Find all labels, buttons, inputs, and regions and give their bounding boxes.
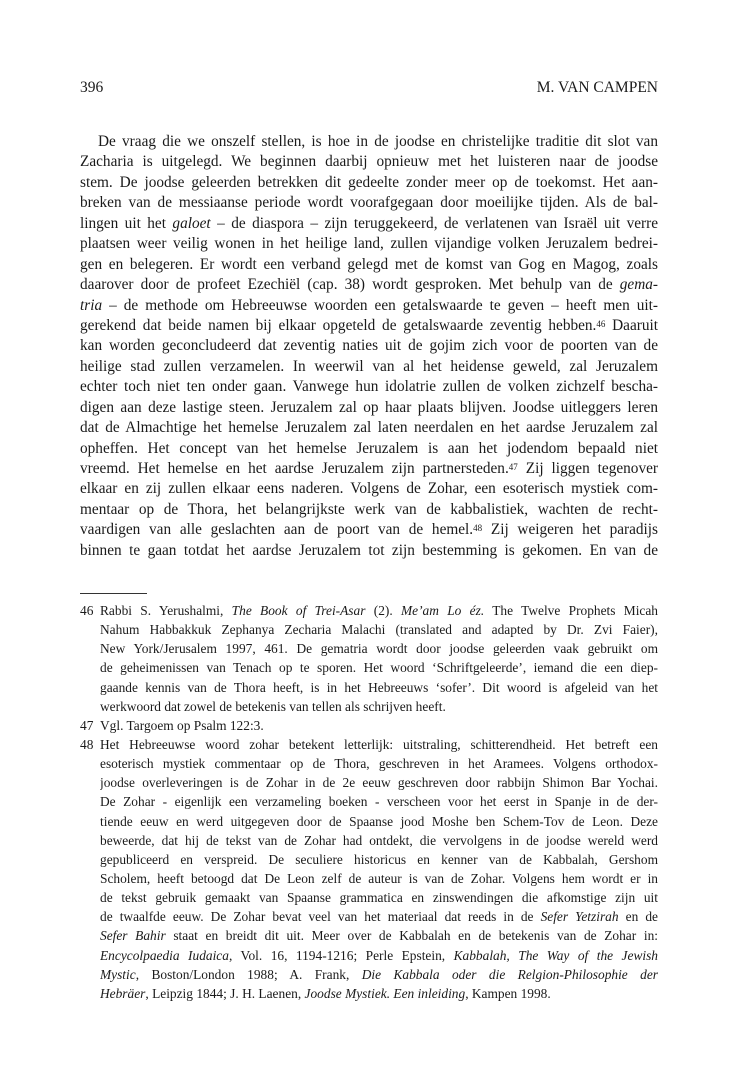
footnote-line	[100, 965, 658, 984]
body-line	[80, 418, 658, 438]
body-line	[80, 193, 658, 213]
text-run: De vraag die we onszelf stellen, is hoe in de joodse en christelijke traditie dit slot van	[98, 133, 658, 150]
body-line	[80, 459, 658, 479]
body-line	[80, 214, 658, 234]
text-run: opheffen. Het concept van het hemelse Jeruzalem is aan het jodendom bepaald niet	[80, 439, 658, 457]
footnote-number: 47	[80, 717, 94, 733]
text-run: Zij weigeren het paradijs	[482, 521, 658, 539]
body-line	[80, 520, 658, 540]
footnote-line	[100, 620, 658, 639]
text-run: heilige stad zullen verzamelen. In weerwil van al het heidense geweld, zal Jeruzalem	[80, 357, 658, 375]
body-line	[80, 398, 658, 418]
footnote-reference[interactable]: 48	[473, 523, 483, 534]
footnote-reference[interactable]: 47	[508, 462, 518, 472]
footnote-line	[100, 831, 658, 850]
footnotes	[80, 601, 658, 1003]
text-run: staat en breidt dit uit. Meer over de Kabbalah en de betekenis van de Zohar in:	[165, 928, 658, 944]
text-run: Zacharia is uitgelegd. We beginnen daarbij opnieuw met het luisteren naar de joodse	[80, 153, 658, 171]
text-run: plaatsen weer veilig wonen in het heilige land, zullen vijandige volken Jeruzalem bedrei-	[80, 235, 658, 253]
text-run: breken van de messiaanse periode wordt voorafgegaan door moeilijke tijden. Als de bal-	[80, 194, 658, 212]
text-run: New York/Jerusalem 1997, 461. De gematria wordt door joodse geleerden vaak gebruikt om	[100, 641, 658, 657]
footnote-line	[100, 946, 658, 965]
text-run: Het Hebreeuwse woord zohar betekent letterlijk: uitstraling, schitterendheid. Het betreft een	[100, 736, 658, 752]
body-line	[80, 541, 658, 561]
body-line	[80, 152, 658, 172]
text-run: elkaar en zij zullen elkaar eens naderen. Volgens de Zohar, een esoterisch mystiek com-	[80, 480, 658, 498]
text-run: , Vol. 16, 1194-1216; Perle Epstein,	[228, 947, 454, 963]
footnote-line	[100, 984, 658, 1003]
text-run: de tekst gebruik gemaakt van Spaanse grammatica en zinswendingen die afkomstige zijn uit	[100, 890, 658, 906]
text-run: stem. De joodse geleerden betrekken dit gedeelte zonder meer op de toekomst. Het aan-	[80, 173, 658, 191]
italic-text: Joodse Mystiek. Een inleiding	[304, 985, 466, 1001]
text-run: esoterisch mystiek commentaar op de Thora, geschreven in het Aramees. Volgens orthodox-	[100, 756, 658, 772]
body-line	[80, 357, 658, 377]
text-run: Nahum Habbakkuk Zephanya Zecharia Malachi (translated and adapted by Dr. Zvi Faier),	[100, 622, 658, 638]
text-run: gen en belegeren. Er wordt een verband gelegd met de komst van Gog en Magog, zoals	[80, 255, 658, 273]
text-run: de geheimenissen van Tenach op te sporen. Het woord ‘Schriftgeleerde’, iemand die een diep-	[100, 660, 658, 676]
text-run: vreemd. Het hemelse en het aardse Jeruzalem zijn partnersteden.	[80, 460, 509, 477]
text-run: joodse overleveringen is de Zohar in de 2e eeuw geschreven door rabbijn Shimon Bar Yochai.	[100, 775, 658, 791]
footnote-line	[100, 850, 658, 869]
body-line	[80, 275, 658, 295]
text-run: mentaar op de Thora, het belangrijkste werk van de kabbalistiek, wachten de recht-	[80, 500, 658, 518]
text-run: lingen uit het	[80, 214, 173, 232]
italic-text: Kabbalah, The Way of the Jewish	[453, 947, 658, 963]
footnote-line	[100, 869, 658, 888]
body-line	[80, 173, 658, 193]
body-line	[80, 234, 658, 254]
text-run: Vgl. Targoem op Psalm 122:3.	[100, 717, 264, 733]
italic-text: The Book of Trei-Asar	[231, 603, 366, 618]
footnote-separator	[80, 593, 147, 594]
text-run: gerekend dat beide namen bij elkaar opgeteld de getalswaarde zeventig hebben.	[80, 316, 597, 334]
body-line	[80, 316, 658, 336]
footnote-line	[100, 754, 658, 773]
italic-text: Sefer Yetzirah	[540, 909, 619, 925]
running-head: M. VAN CAMPEN	[536, 79, 658, 96]
text-run: Daaruit	[605, 316, 658, 334]
text-run: – de diaspora – zijn teruggekeerd, de verlatenen van Israël uit verre	[210, 214, 658, 232]
body-line	[80, 255, 658, 275]
text-run: digen aan deze lastige steen. Jeruzalem zal op haar plaats blijven. Joodse uitleggers leren	[80, 398, 658, 416]
footnote	[80, 716, 658, 735]
text-run: , Boston/London 1988; A. Frank,	[135, 966, 362, 982]
text-run: Rabbi S. Yerushalmi,	[100, 603, 232, 618]
text-run: kan worden geconcludeerd dat zeventig naties uit de gojim zich voor de poorten van de	[80, 337, 658, 355]
footnote-line	[100, 812, 658, 831]
footnote-line	[100, 716, 658, 735]
italic-text: Me’am Lo éz.	[401, 603, 485, 618]
body-line	[80, 336, 658, 356]
text-run: The Twelve Prophets Micah	[484, 603, 658, 618]
footnote-number: 48	[80, 736, 94, 752]
page-number: 396	[80, 79, 104, 96]
footnote-line	[100, 678, 658, 697]
italic-text: Mystic	[100, 966, 136, 982]
body-line	[80, 132, 658, 152]
footnote-reference[interactable]: 46	[596, 318, 606, 329]
text-run: daarover door de profeet Ezechiël (cap. 38) wordt gesproken. Met behulp van de	[80, 276, 620, 294]
footnote-number: 46	[80, 603, 94, 618]
footnote-line	[100, 888, 658, 907]
text-run: , Kampen 1998.	[465, 985, 551, 1001]
italic-text: tria	[80, 296, 103, 314]
italic-text: galoet	[172, 214, 211, 232]
text-run: werkwoord dat zowel de betekenis van tellen als schrijven heeft.	[100, 698, 446, 714]
text-run: vaardigen van alle geslachten aan de poort van de hemel.	[80, 521, 474, 539]
footnote-line	[100, 926, 658, 945]
footnote-line	[100, 697, 658, 716]
italic-text: Hebräer	[100, 985, 146, 1001]
text-run: dat de Almachtige het hemelse Jeruzalem zal laten neerdalen en het aardse Jeruzalem zal	[80, 419, 658, 437]
footnote	[80, 601, 658, 716]
footnote-line	[100, 658, 658, 677]
footnote-line	[100, 907, 658, 926]
body-line	[80, 439, 658, 459]
text-run: De Zohar - eigenlijk een verzameling boeken - verscheen voor het eerst in Spanje in de der-	[100, 794, 658, 810]
body-line	[80, 479, 658, 499]
text-run: beweerde, dat hij de tekst van de Zohar had ontdekt, die vervolgens in de joodse wereld werd	[100, 832, 658, 848]
text-run: de twaalfde eeuw. De Zohar bevat veel van het materiaal dat reeds in de	[100, 909, 541, 925]
text-run: en de	[618, 909, 658, 925]
text-run: binnen te gaan totdat het aardse Jeruzalem tot zijn bestemming is gekomen. En van de	[80, 541, 658, 559]
italic-text: Sefer Bahir	[100, 928, 166, 944]
text-run: gepubliceerd en verspreid. De seculiere historicus en kenner van de Kabbalah, Gershom	[100, 851, 658, 867]
text-run: tiende eeuw en werd uitgegeven door de Spaanse jood Moshe ben Schem-Tov de Leon. Deze	[100, 813, 658, 829]
text-run: Scholem, heeft betoogd dat De Leon zelf de auteur is van de Zohar. Volgens hem wordt er in	[100, 870, 658, 886]
footnote	[80, 735, 658, 1003]
body-line	[80, 500, 658, 520]
text-run: – de methode om Hebreeuwse woorden een getalswaarde te geven – heeft men uit-	[102, 296, 658, 314]
italic-text: Encycolpaedia Iudaica	[100, 947, 229, 963]
footnote-line	[100, 601, 658, 620]
footnote-line	[100, 639, 658, 658]
footnote-line	[100, 792, 658, 811]
text-run: gaande kennis van de Thora heeft, is in het Hebreeuws ‘sofer’. Dit woord is afgeleid van het	[100, 679, 658, 695]
text-run: , Leipzig 1844; J. H. Laenen,	[145, 985, 305, 1001]
footnote-line	[100, 735, 658, 754]
body-text	[80, 132, 658, 561]
italic-text: Die Kabbala oder die Relgion-Philosophie der	[361, 966, 658, 982]
body-line	[80, 377, 658, 397]
text-run: Zij liggen tegenover	[517, 460, 658, 477]
footnote-line	[100, 773, 658, 792]
text-run: (2).	[365, 603, 401, 618]
body-line	[80, 296, 658, 316]
italic-text: gema-	[619, 276, 658, 294]
text-run: echter toch niet ten onder gaan. Vanwege hun idolatrie zullen de volken zichzelf bescha-	[80, 378, 658, 396]
